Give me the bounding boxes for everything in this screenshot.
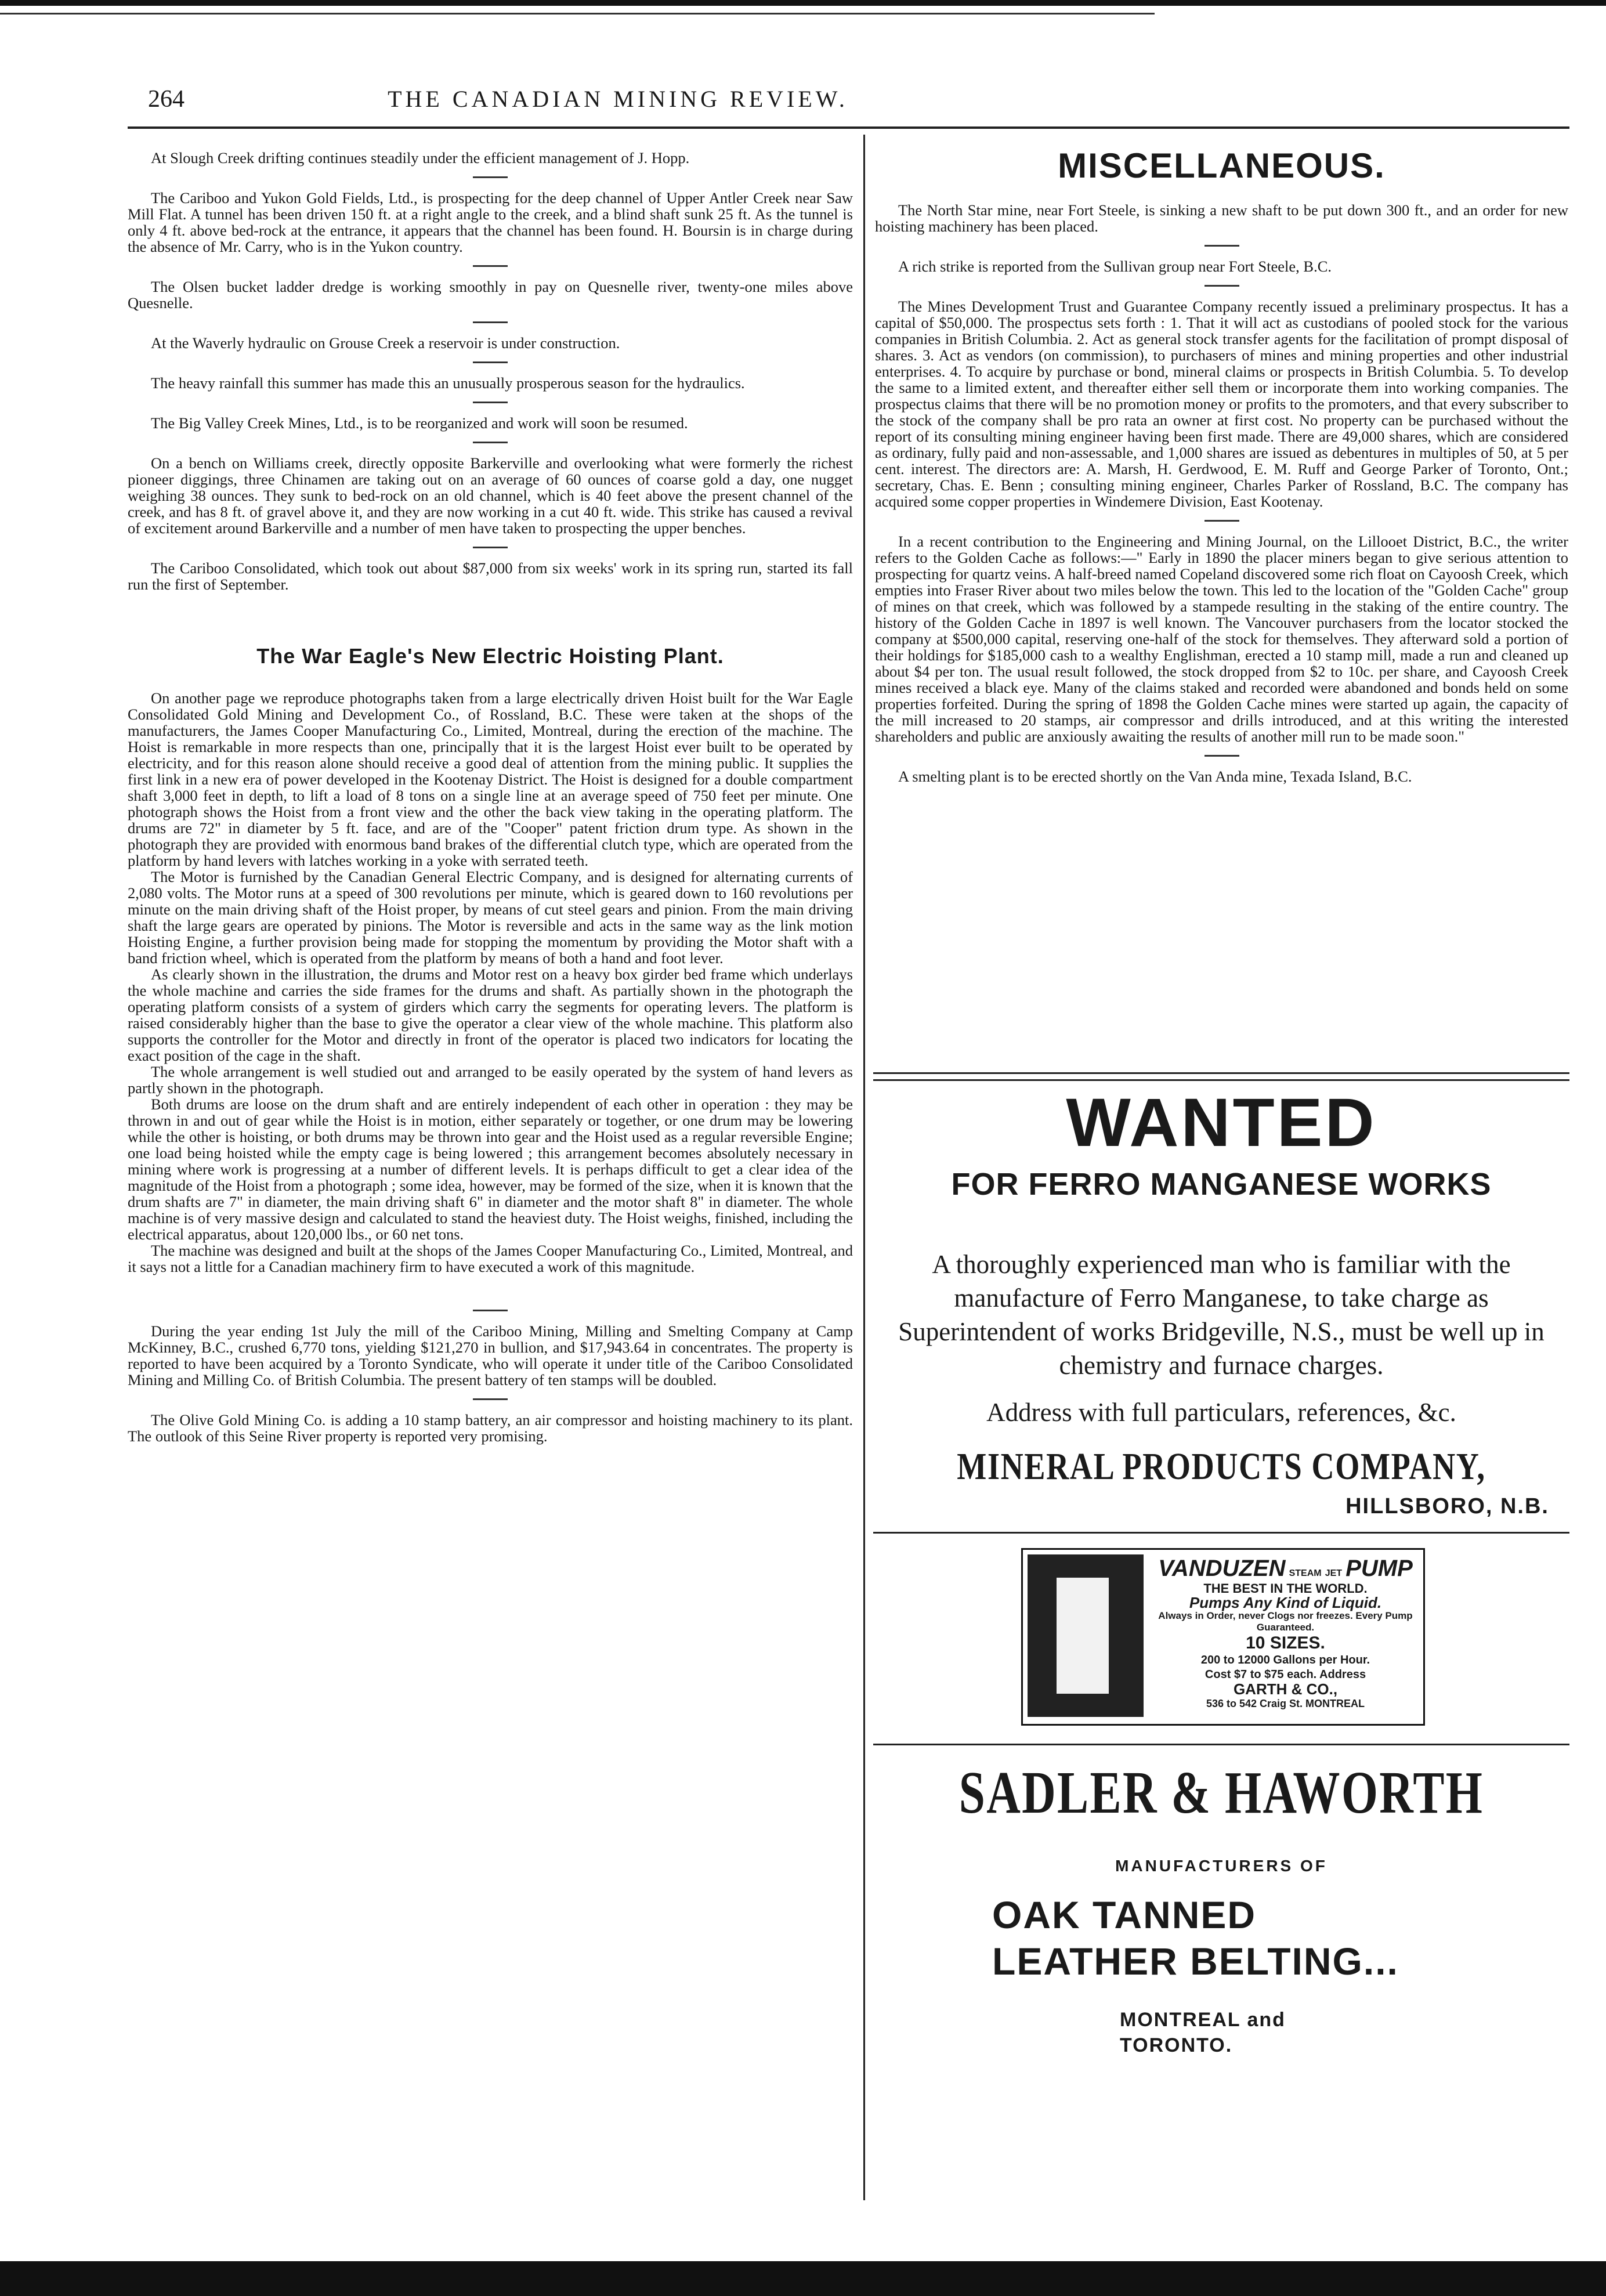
article-paragraph: The whole arrangement is well studied out and arranged to be easily operated by the system of hand levers as partly shown in the photograph. bbox=[128, 1063, 853, 1097]
pump-sizes: 10 SIZES. bbox=[1246, 1633, 1325, 1653]
pump-advertisement bbox=[1021, 1548, 1425, 1726]
item-separator bbox=[1204, 520, 1239, 522]
item-separator bbox=[473, 265, 508, 267]
news-item: In a recent contribution to the Engineering and Mining Journal, on the Lillooet District, B.C., the writer refers to the Golden Cache as follows:—" Early in 1890 the placer miners began to give serious attention to prospecting for quartz veins. A half-breed named Copeland discovered some rich float on Cayoosh Creek, which empties into Fraser River about two miles below the town. This led to the location of the "Golden Cache" group of mines on that creek, which was followed by a stampede resulting in the staking of the entire country. The history of the Golden Cache in 1897 is well known. The Vancouver purchasers from the locator stocked the company at $500,000 capital, reserving one-half of the stock for themselves. They afterward sold a portion of their holdings for $185,000 cash to a wealthy Englishman, erected a 10 stamp mill, made a run and cleaned up about $4 per ton. The usual result followed, the stock dropped from $2 to 10c. per share, and Cayoosh Creek mines received a black eye. Many of the claims staked and recorded were abandoned and bonds held on some properties forfeited. During the spring of 1898 the Golden Cache mines were started up again, the capacity of the mill increased to 20 stamps, air compressor and drills introduced, and at this writing the interested shareholders and public are anxiously awaiting the results of another mill run to be made soon." bbox=[875, 533, 1568, 745]
pump-cost: Cost $7 to $75 each. Address bbox=[1204, 1668, 1366, 1681]
page-number: 264 bbox=[148, 86, 185, 113]
sadler-role: MANUFACTURERS OF bbox=[1115, 1857, 1328, 1875]
article-paragraph: The Motor is furnished by the Canadian General Electric Company, and is designed for alternating currents of 2,080 volts. The Motor runs at a speed of 300 revolutions per minute, which is geared down to 160 revolutions per minute on the main driving shaft of the Hoist proper, by means of cut steel gears and pinion. From the main driving shaft the large gears are operated by pinions. The Motor is reversible and acts in the same way as the link motion Hoisting Engine, a further provision being made for stopping the momentum by providing the Motor shaft with a band friction wheel, which is operated from the platform by means of both a hand and foot lever. bbox=[128, 868, 853, 967]
journal-title: THE CANADIAN MINING REVIEW. bbox=[388, 86, 848, 112]
news-item: The Cariboo and Yukon Gold Fields, Ltd., is prospecting for the deep channel of Upper Antler Creek near Saw Mill Flat. A tunnel has been driven 150 ft. at a right angle to the creek, and a blind shaft sunk 25 ft. As the tunnel is only 4 ft. above bed-rock at the entrance, it appears that the channel has been found. H. Boursin is in charge during the absence of Mr. Carry, who is in the Yukon country. bbox=[128, 189, 853, 255]
top-border bbox=[0, 0, 1606, 6]
pump-line1: Always in Order, never Clogs nor freezes. Every Pump Guaranteed. bbox=[1158, 1610, 1413, 1633]
news-item: The Cariboo Consolidated, which took out about $87,000 from six weeks' work in its spring run, started its fall run the first of September. bbox=[128, 559, 853, 593]
pump-steam: STEAM bbox=[1289, 1568, 1322, 1578]
pump-address: 536 to 542 Craig St. MONTREAL bbox=[1206, 1698, 1365, 1709]
item-separator bbox=[473, 321, 508, 323]
sadler-city-line1: MONTREAL and bbox=[1120, 2009, 1286, 2031]
news-item: During the year ending 1st July the mill of the Cariboo Mining, Milling and Smelting Company at Camp McKinney, B.C., crushed 6,770 tons, yielding $121,270 in bullion, and $17,943.64 in concentrates. The property is reported to have been acquired by a Toronto Syndicate, who will operate it under title of the Cariboo Consolidated Mining and Milling Co. of British Columbia. The present battery of ten stamps will be doubled. bbox=[128, 1322, 853, 1389]
news-item: The heavy rainfall this summer has made this an unusually prosperous season for the hydraulics. bbox=[151, 374, 745, 392]
bottom-border bbox=[0, 2261, 1606, 2296]
news-item: The Olsen bucket ladder dredge is working smoothly in pay on Quesnelle river, twenty-one miles above Quesnelle. bbox=[128, 278, 853, 312]
pump-illustration bbox=[1028, 1554, 1144, 1717]
news-item: On a bench on Williams creek, directly opposite Barkerville and overlooking what were formerly the richest pioneer diggings, three Chinamen are taking out on an average of 60 ounces of coarse gold a day, one nugget weighing 38 ounces. They sunk to bed-rock on an old channel, which is 40 feet above the present channel of the creek, and has 8 ft. of gravel above it, and they are now working in a cut 40 ft. wide. This strike has caused a revival of excitement around Barkerville and a number of men have taken to prospecting the upper benches. bbox=[128, 454, 853, 537]
item-separator bbox=[473, 402, 508, 403]
pump-brand: VANDUZEN bbox=[1158, 1556, 1286, 1581]
ad-rule bbox=[873, 1079, 1569, 1081]
news-item: The North Star mine, near Fort Steele, is sinking a new shaft to be put down 300 ft., and an order for new hoisting machinery has been placed. bbox=[875, 201, 1568, 235]
pump-tagline2: Pumps Any Kind of Liquid. bbox=[1189, 1594, 1382, 1611]
wanted-location: HILLSBORO, N.B. bbox=[1345, 1494, 1549, 1518]
sadler-city-line2: TORONTO. bbox=[1120, 2034, 1233, 2056]
ad-rule bbox=[873, 1744, 1569, 1745]
right-column bbox=[875, 146, 1568, 1136]
item-separator bbox=[1204, 285, 1239, 287]
article-paragraph: As clearly shown in the illustration, the drums and Motor rest on a heavy box girder bed frame which underlays the whole machine and carries the side frames for the drums and shaft. As partially shown in the photograph the operating platform consists of a system of girders which carry the segments for operating levers. The platform is raised considerably higher than the base to give the operator a clear view of the whole machine. This platform also supports the controller for the Motor and directly in front of the operator is placed two indicators for locating the exact position of the cage in the shaft. bbox=[128, 966, 853, 1064]
wanted-title: WANTED bbox=[1066, 1084, 1377, 1161]
war-eagle-heading: The War Eagle's New Electric Hoisting Plant. bbox=[256, 644, 724, 668]
sadler-product-line1: OAK TANNED bbox=[992, 1893, 1257, 1936]
article-paragraph: The machine was designed and built at the shops of the James Cooper Manufacturing Co., Limited, Montreal, and it says not a little for a Canadian machinery firm to have executed a work of this magnitude. bbox=[128, 1242, 853, 1275]
article-paragraph: Both drums are loose on the drum shaft and are entirely independent of each other in operation : they may be thrown in and out of gear while the Hoist is in motion, either separately or together, or one drum may be lowering while the other is hoisting, or both drums may be thrown into gear and the Hoist used as a regular reversible Engine; one load being hoisted while the empty cage is being lowered ; this arrangement becomes absolutely necessary in mining where work is progressing at a number of different levels. It is perhaps difficult to get a clear idea of the magnitude of the Hoist from a photograph ; some idea, however, may be formed of the size, when it is known that the drum shafts are 7" in diameter, the main driving shaft 6" in diameter and the motor shaft 8" in diameter. The whole machine is of very massive design and calculated to stand the heaviest duty. The Hoist weighs, finished, including the electrical apparatus, about 120,000 lbs., or 60 net tons. bbox=[128, 1095, 853, 1243]
wanted-subtitle: FOR FERRO MANGANESE WORKS bbox=[951, 1167, 1492, 1202]
header-rule bbox=[128, 126, 1569, 129]
wanted-address-line: Address with full particulars, references, &c. bbox=[986, 1398, 1456, 1427]
news-item: The Mines Development Trust and Guarantee Company recently issued a preliminary prospectus. It has a capital of $50,000. The prospectus sets forth : 1. That it will act as custodians of pooled stock for the various companies in British Columbia. 2. Act as general stock transfer agents for the facilitation of prompt disposal of shares. 3. Act as vendors (on commission), to purchasers of mines and mining properties and other industrial enterprises. 4. To acquire by purchase or bond, mineral claims or prospects in British Columbia. 5. To develop the same to a limited extent, and thereafter either sell them or incorporate them into working companies. The prospectus claims that there will be no promotion money or profits to the promoters, and that every subscriber to the stock of the company shall be pro rata an owner at first cost. No property can be purchased without the report of its consulting mining engineer having been first made. There are 49,000 shares, which are considered as ordinary, fully paid and non-assessable, and 1,000 shares are issued as debentures in multiples of 50, at 5 per cent. interest. The directors are: A. Marsh, H. Gerdwood, E. M. Ruff and George Parker of Toronto, Ont.; secretary, Chas. E. Benn ; consulting mining engineer, Charles Parker of Rossland, B.C. The company has acquired some copper properties in Windemere Division, East Kootenay. bbox=[875, 298, 1568, 510]
sadler-product-line2: LEATHER BELTING... bbox=[992, 1940, 1399, 1983]
item-separator bbox=[473, 1398, 508, 1400]
pump-agent: GARTH & CO., bbox=[1233, 1680, 1338, 1698]
wanted-company: MINERAL PRODUCTS COMPANY, bbox=[957, 1445, 1486, 1488]
item-separator bbox=[473, 547, 508, 548]
item-separator bbox=[473, 176, 508, 178]
news-item: The Olive Gold Mining Co. is adding a 10 stamp battery, an air compressor and hoisting machinery to its plant. The outlook of this Seine River property is reported very promising. bbox=[128, 1411, 853, 1445]
news-item: A smelting plant is to be erected shortly on the Van Anda mine, Texada Island, B.C. bbox=[898, 768, 1412, 785]
news-item: At Slough Creek drifting continues steadily under the efficient management of J. Hopp. bbox=[151, 149, 690, 167]
pump-jet: JET bbox=[1325, 1568, 1343, 1578]
article-paragraph: On another page we reproduce photographs taken from a large electrically driven Hoist built for the War Eagle Consolidated Gold Mining and Development Co., of Rossland, B.C. These were taken at the shops of the manufacturers, the James Cooper Manufacturing Co., Limited, Montreal, during the erection of the machine. The Hoist is remarkable in more respects than one, principally that it is the largest Hoist ever built to be operated by electricity, and for this reason alone should receive a good deal of attention from the mining public. It supplies the first link in a new era of power developed in the Kootenay District. The Hoist is designed for a double compartment shaft 3,000 feet in depth, to lift a load of 8 tons on a single line at an average speed of 750 feet per minute. One photograph shows the Hoist from a front view and the other the back view taking in the operating platform. The drums are 72" in diameter by 5 ft. face, and are of the "Cooper" patent friction drum type. As shown in the photograph they are provided with enormous band brakes of the differential clutch type, which are operated from the platform by hand levers with latches working in a yoke with serrated teeth. bbox=[128, 689, 853, 869]
news-item: A rich strike is reported from the Sullivan group near Fort Steele, B.C. bbox=[898, 258, 1332, 275]
left-column bbox=[128, 150, 853, 2215]
page-header bbox=[148, 78, 1088, 119]
ad-rule bbox=[873, 1072, 1569, 1074]
wanted-body: A thoroughly experienced man who is familiar with the manufacture of Ferro Manganese, to take charge as Superintendent of works Bridgeville, N.S., must be well up in chemistry and furnace charges. bbox=[898, 1250, 1544, 1380]
item-separator bbox=[1204, 755, 1239, 757]
pump-word: PUMP bbox=[1345, 1556, 1413, 1581]
miscellaneous-heading: MISCELLANEOUS. bbox=[1058, 146, 1386, 185]
column-divider bbox=[863, 135, 865, 2200]
pump-tagline: THE BEST IN THE WORLD. bbox=[1203, 1581, 1368, 1596]
top-rule bbox=[0, 13, 1155, 15]
news-item: At the Waverly hydraulic on Grouse Creek a reservoir is under construction. bbox=[151, 334, 620, 352]
news-item: The Big Valley Creek Mines, Ltd., is to be reorganized and work will soon be resumed. bbox=[151, 414, 688, 432]
item-separator bbox=[473, 1310, 508, 1311]
item-separator bbox=[473, 361, 508, 363]
sadler-name: SADLER & HAWORTH bbox=[958, 1759, 1484, 1826]
pump-capacity: 200 to 12000 Gallons per Hour. bbox=[1200, 1654, 1370, 1666]
item-separator bbox=[1204, 245, 1239, 247]
item-separator bbox=[473, 442, 508, 443]
ad-rule bbox=[873, 1532, 1569, 1534]
